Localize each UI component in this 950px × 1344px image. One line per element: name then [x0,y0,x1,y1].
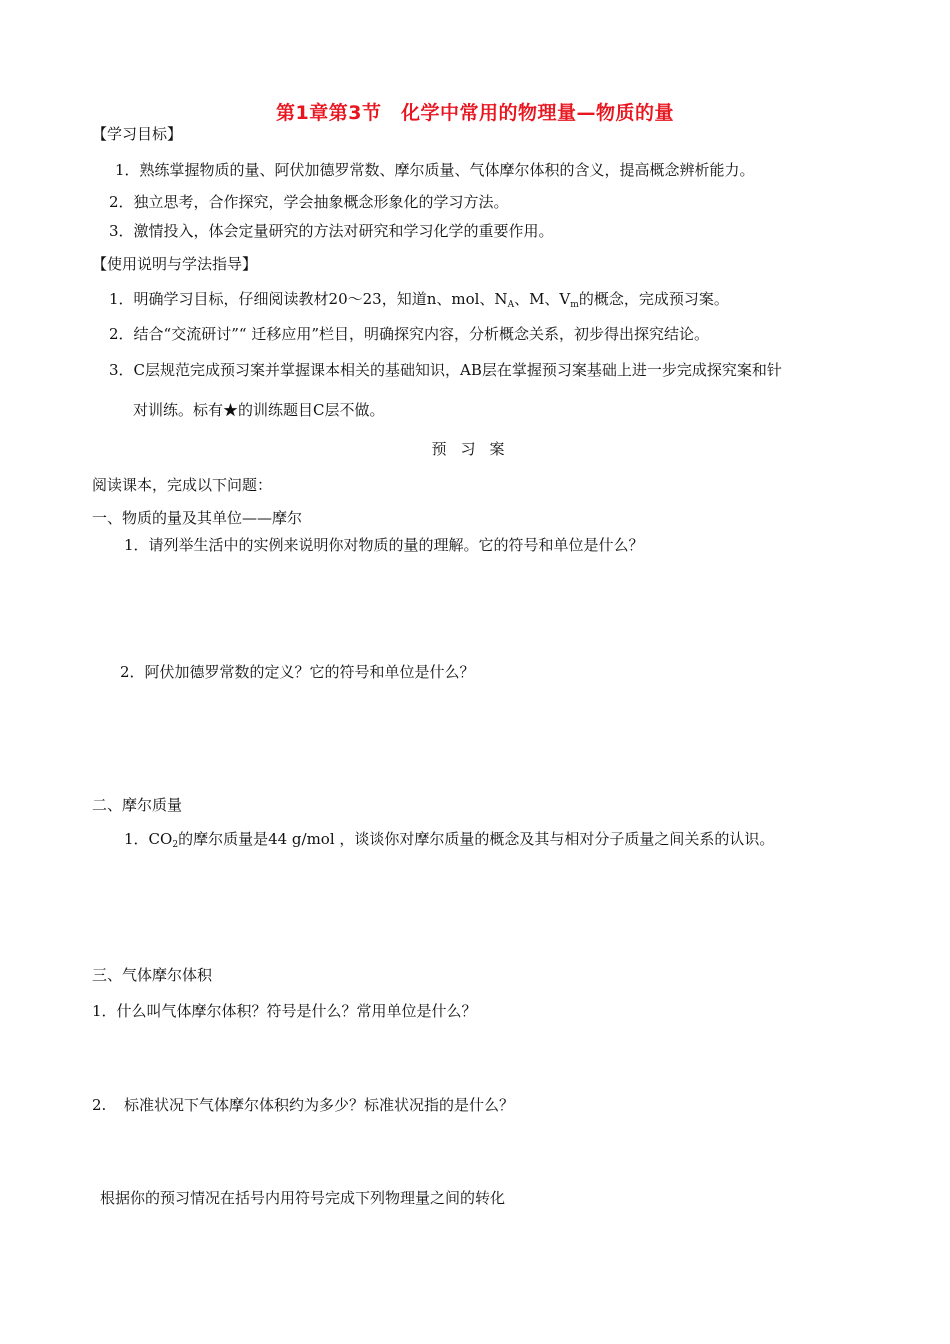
section-3-question-1: 1．什么叫气体摩尔体积？符号是什么？常用单位是什么？ [92,1002,477,1020]
instruction-item-1-text: 1．明确学习目标，仔细阅读教材20～23，知道n、mol、N [109,290,508,308]
objective-item-3: 3．激情投入，体会定量研究的方法对研究和学习化学的重要作用。 [109,222,554,240]
page-title: 第1章第3节 化学中常用的物理量—物质的量 [276,102,674,124]
subscript-m: m [570,300,579,310]
section-3-title: 三、气体摩尔体积 [92,966,213,984]
preview-heading: 预习案 [431,440,519,458]
instruction-item-1-end: 的概念，完成预习案。 [578,290,729,308]
instructions-heading: 【使用说明与学法指导】 [92,255,258,273]
subscript-2: 2 [172,840,179,850]
instruction-item-1 [109,289,729,309]
objective-item-2: 2．独立思考，合作探究，学会抽象概念形象化的学习方法。 [109,193,509,211]
section-3-question-2: 标准状况下气体摩尔体积约为多少？标准状况指的是什么？ [124,1096,515,1114]
preview-intro: 阅读课本，完成以下问题： [92,476,273,494]
section-2-question-1-text: 1．CO [124,830,173,848]
objective-item-1: 1．熟练掌握物质的量、阿伏加德罗常数、摩尔质量、气体摩尔体积的含义，提高概念辨析能力。 [115,161,755,179]
closing-instruction: 根据你的预习情况在括号内用符号完成下列物理量之间的转化 [100,1189,506,1207]
instruction-item-3-line1: 3．C层规范完成预习案并掌握课本相关的基础知识，AB层在掌握预习案基础上进一步完成探究案和针 [109,361,782,379]
section-3-question-2-number: 2. [92,1096,107,1114]
subscript-a: A [507,300,515,310]
section-1-question-1: 1．请列举生活中的实例来说明你对物质的量的理解。它的符号和单位是什么？ [124,536,644,554]
section-2-title: 二、摩尔质量 [92,796,183,814]
section-1-question-2: 2．阿伏加德罗常数的定义？它的符号和单位是什么？ [120,663,475,681]
section-2-question-1 [124,829,774,849]
instruction-item-1-mid: 、M、V [514,290,571,308]
instruction-item-3-line2: 对训练。标有★的训练题目C层不做。 [133,401,385,419]
instruction-item-2: 2．结合“交流研讨”“ 迁移应用”栏目，明确探究内容，分析概念关系，初步得出探究结论。 [109,325,709,343]
section-1-title: 一、物质的量及其单位——摩尔 [92,509,303,527]
section-2-question-1-end: 的摩尔质量是44 g/mol ，谈谈你对摩尔质量的概念及其与相对分子质量之间关系的认识。 [178,830,775,848]
objectives-heading: 【学习目标】 [92,125,183,143]
